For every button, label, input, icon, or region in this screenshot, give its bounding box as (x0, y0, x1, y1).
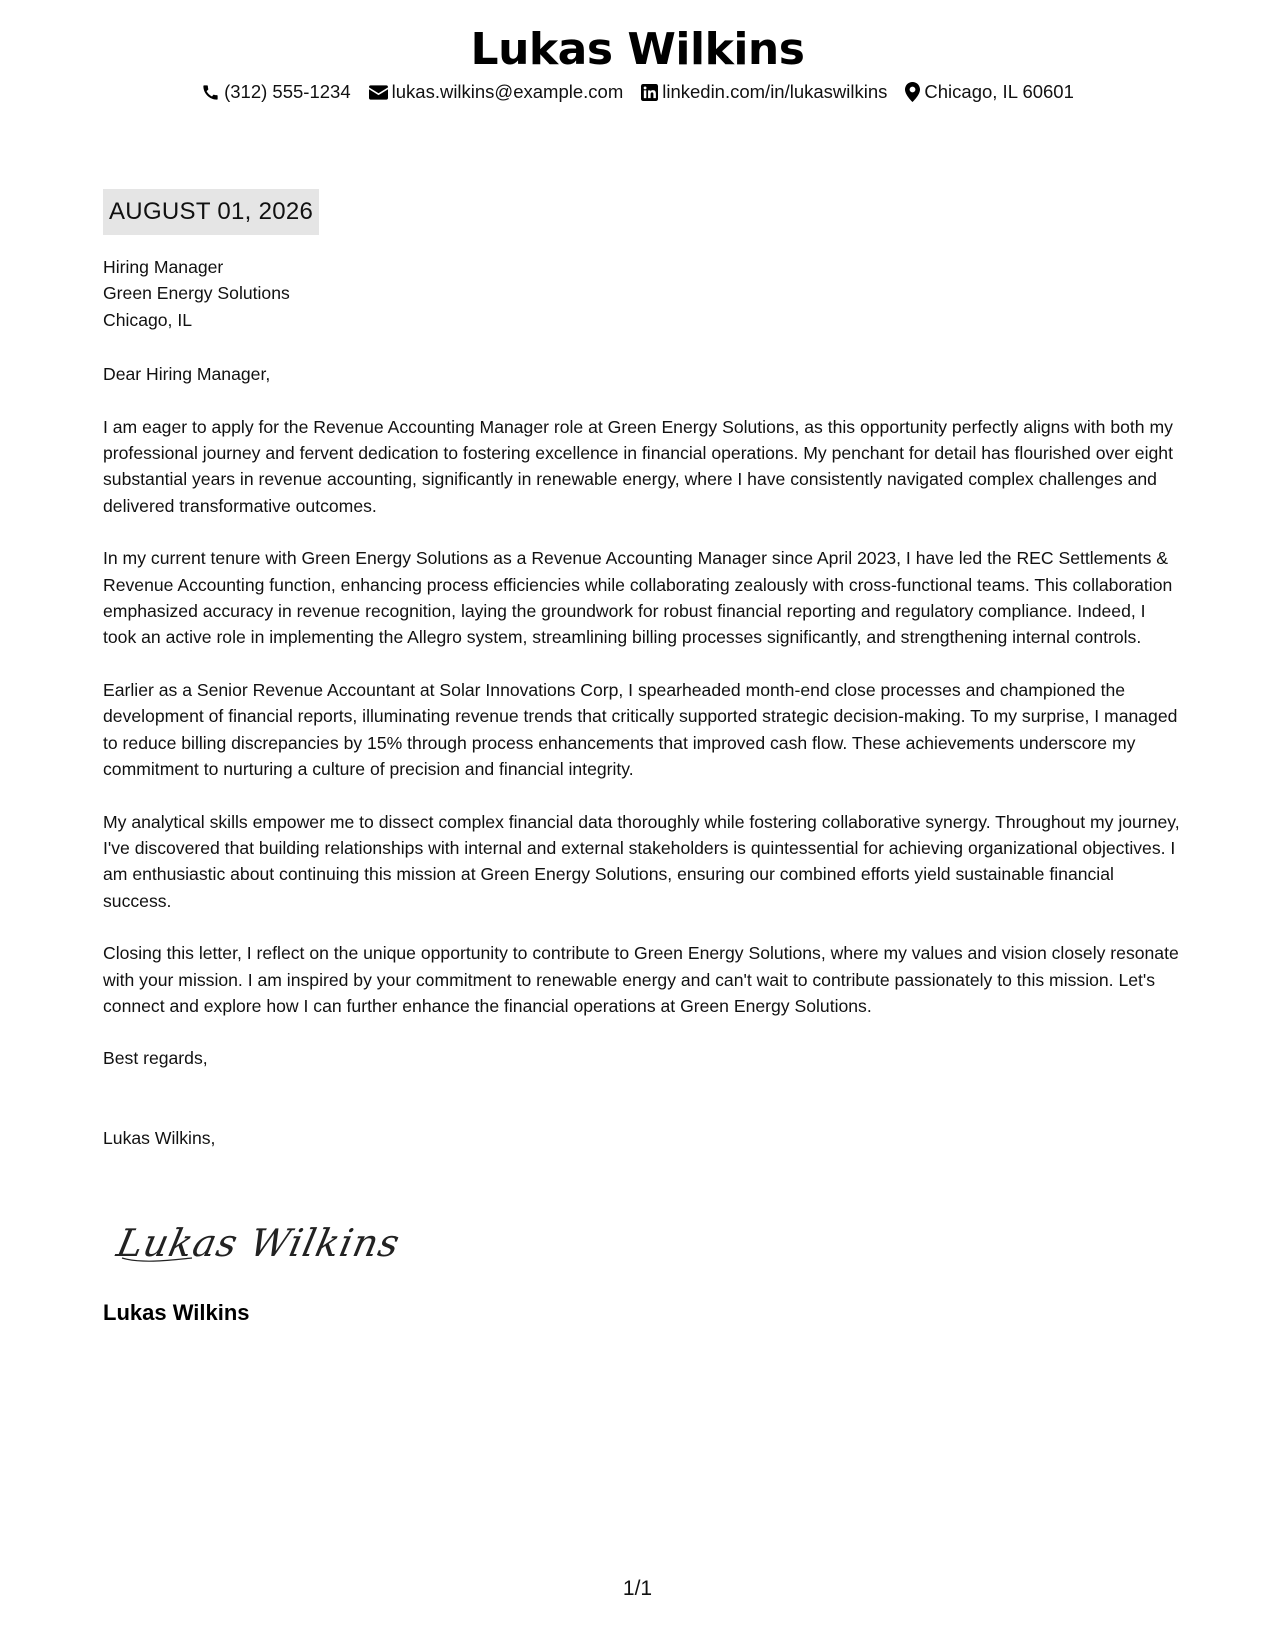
location-text: Chicago, IL 60601 (924, 81, 1074, 102)
phone-text: (312) 555-1234 (224, 81, 351, 102)
body-paragraph: In my current tenure with Green Energy Solutions as a Revenue Accounting Manager since April 2023, I have led the REC Settlements & Revenue Accounting function, enhancing process efficiencies while collaborating zealously with cross-functional teams. This collaboration emphasized accuracy in revenue recognition, laying the groundwork for robust financial reporting and regulatory compliance. Indeed, I took an active role in implementing the Allegro system, streamlining billing processes significantly, and strengthening internal controls. (103, 548, 1173, 648)
contact-info-bar (0, 80, 1275, 104)
linkedin-icon (641, 84, 658, 101)
signer-name: Lukas Wilkins (103, 1300, 250, 1325)
body-paragraph: Closing this letter, I reflect on the unique opportunity to contribute to Green Energy Solutions, where my values and vision closely resonate with your mission. I am inspired by your commitment to renewable energy and can't wait to contribute passionately to this mission. Let's connect and explore how I can further enhance the financial operations at Green Energy Solutions. (103, 943, 1179, 1016)
envelope-icon (369, 85, 388, 100)
phone-icon (201, 83, 220, 102)
recipient-line-company: Green Energy Solutions (103, 283, 290, 304)
body-paragraph: Earlier as a Senior Revenue Accountant at Solar Innovations Corp, I spearheaded month-end close processes and championed the development of financial reports, illuminating revenue trends that critically supported strategic decision-making. To my surprise, I managed to reduce billing discrepancies by 15% through process enhancements that improved cash flow. These achievements underscore my commitment to nurturing a culture of precision and financial integrity. (103, 679, 1178, 780)
map-pin-icon (905, 82, 920, 102)
recipient-line-city: Chicago, IL (103, 309, 192, 330)
linkedin-text: linkedin.com/in/lukaswilkins (662, 81, 888, 102)
body-paragraph: I am eager to apply for the Revenue Accounting Manager role at Green Energy Solutions, as this opportunity perfectly aligns with both my professional journey and fervent dedication to fostering excellence in financial operations. My penchant for detail has flourished over eight substantial years in revenue accounting, significantly in renewable energy, where I have consistently navigated complex challenges and delivered transformative outcomes. (103, 416, 1173, 516)
page-number: 1/1 (622, 1577, 653, 1600)
salutation: Dear Hiring Manager, (103, 364, 271, 385)
email-text: lukas.wilkins@example.com (391, 81, 624, 102)
contact-phone (201, 80, 351, 104)
recipient-address (103, 254, 1183, 333)
letter-body (103, 254, 1183, 1151)
contact-location (905, 80, 1073, 104)
body-paragraph: My analytical skills empower me to dissect complex financial data thoroughly while fostering collaborative synergy. Throughout my journey, I've discovered that building relationships with internal and external stakeholders is quintessential for achieving organizational objectives. I am enthusiastic about continuing this mission at Green Energy Solutions, ensuring our combined efforts yield sustainable financial success. (103, 811, 1180, 911)
contact-linkedin (641, 80, 887, 104)
closing-phrase: Best regards, (103, 1048, 208, 1069)
recipient-line-title: Hiring Manager (103, 257, 224, 277)
contact-email (369, 80, 624, 104)
svg-text:Lukas Wilkins: Lukas Wilkins (112, 1221, 405, 1266)
signoff-name: Lukas Wilkins, (103, 1127, 216, 1148)
letter-date: AUGUST 01, 2026 (103, 189, 319, 235)
applicant-name-heading: Lukas Wilkins (470, 24, 805, 75)
handwritten-signature (112, 1214, 405, 1270)
